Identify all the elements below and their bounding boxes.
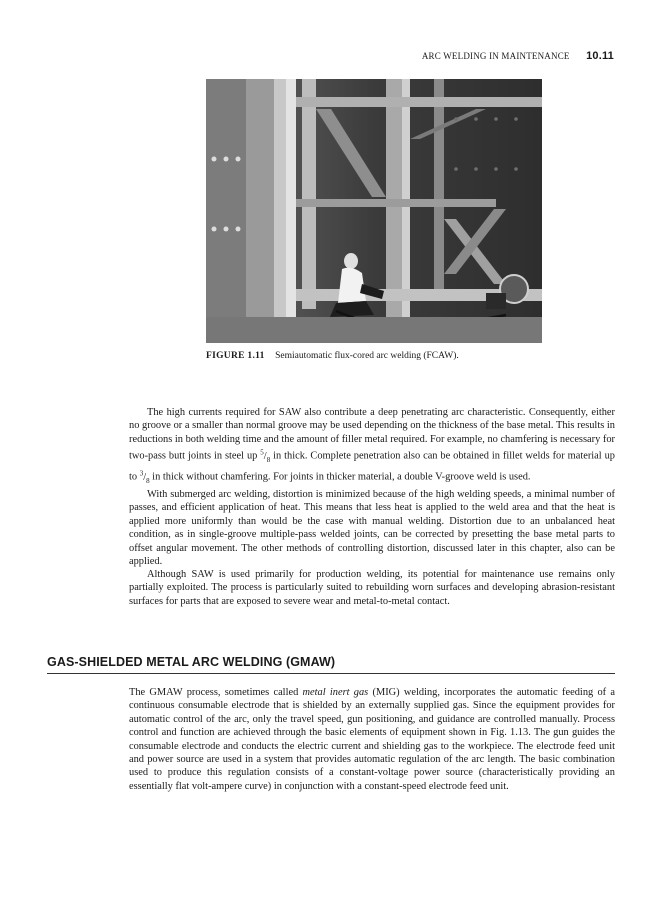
figure-label: FIGURE 1.11 — [206, 351, 265, 361]
paragraph-2: With submerged arc welding, distortion is minimized because of the high welding speeds, a minimal number of passes, and efficient application of heat. This means that less heat is applied to the weld area and that the heat is applied more uniformly than would be the case with manual welding. Distortion due to an unbalanced heat condition, as in single-groove multiple-pass welded joints, can be corrected by presetting the base metal parts to offset angular movement. The other methods of controlling distortion, discussed later in this chapter, also can be applied. — [129, 489, 615, 568]
figure-photo — [206, 79, 542, 343]
running-head — [422, 50, 614, 62]
fraction-numerator: 3 — [139, 469, 144, 478]
paragraph-4-end: (MIG) welding, incorporates the automatic feeding of a continuous consumable electrode that is shielded by an externally supplied gas. Since the equipment provides for automatic control of the arc, only the travel speed, gun positioning, and guidance are controlled manually. Process control and function are achieved through the basic elements of equipment shown in Fig. 1.13. The gun guides the consumable electrode and conducts the electric current and shielding gas to the workpiece. The electrode feed unit and power source are used in a system that provides automatic regulation of the arc length. The basic combination used to produce this regulation consists of a constant-voltage power source (characteristically providing an essentially flat volt-ampere curve) in conjunction with a constant-speed electrode feed unit. — [129, 687, 616, 792]
paragraph-4-start: The GMAW process, sometimes called — [129, 687, 303, 698]
paragraph-4 — [129, 686, 615, 793]
running-head-title: ARC WELDING IN MAINTENANCE — [421, 51, 570, 61]
figure-caption — [206, 351, 459, 361]
fraction-three-eighths: $^3/_8$ — [139, 469, 150, 485]
fraction-denominator: 8 — [146, 476, 150, 485]
paragraph-1-text: The high currents required for SAW also contribute a deep penetrating arc characteristic. Consequently, either no groove or a smaller than normal groove may be used depending on the thickness of the base metal. This results in reductions in both welding time and the amount of filler metal required. For example, no chamfering is necessary for two-pass butt joints in steel up — [129, 407, 615, 462]
welding-photo-illustration — [206, 79, 542, 343]
fraction-numerator: 5 — [260, 448, 264, 457]
figure-caption-text: Semiautomatic flux-cored arc welding (FCAW). — [275, 351, 459, 361]
paragraph-1-mid: in thick. Complete penetration also can be obtained in fillet welds for material up to — [129, 450, 615, 483]
fraction-denominator: 8 — [266, 455, 271, 464]
paragraph-1 — [129, 406, 615, 488]
page-number: 10.11 — [586, 50, 614, 62]
paragraph-1-end: in thick without chamfering. For joints in thicker material, a double V-groove weld is used. — [149, 471, 531, 483]
fraction-five-eighths: $^5/_8$ — [260, 448, 271, 464]
paragraph-4-italic: metal inert gas — [302, 687, 369, 698]
section-heading: GAS-SHIELDED METAL ARC WELDING (GMAW) — [47, 655, 615, 674]
paragraph-3: Although SAW is used primarily for production welding, its potential for maintenance use remains only partially exploited. The process is particularly suited to rebuilding worn surfaces and developing abrasion-resistant surfaces for parts that are exposed to severe wear and metal-to-metal contact. — [129, 569, 615, 607]
